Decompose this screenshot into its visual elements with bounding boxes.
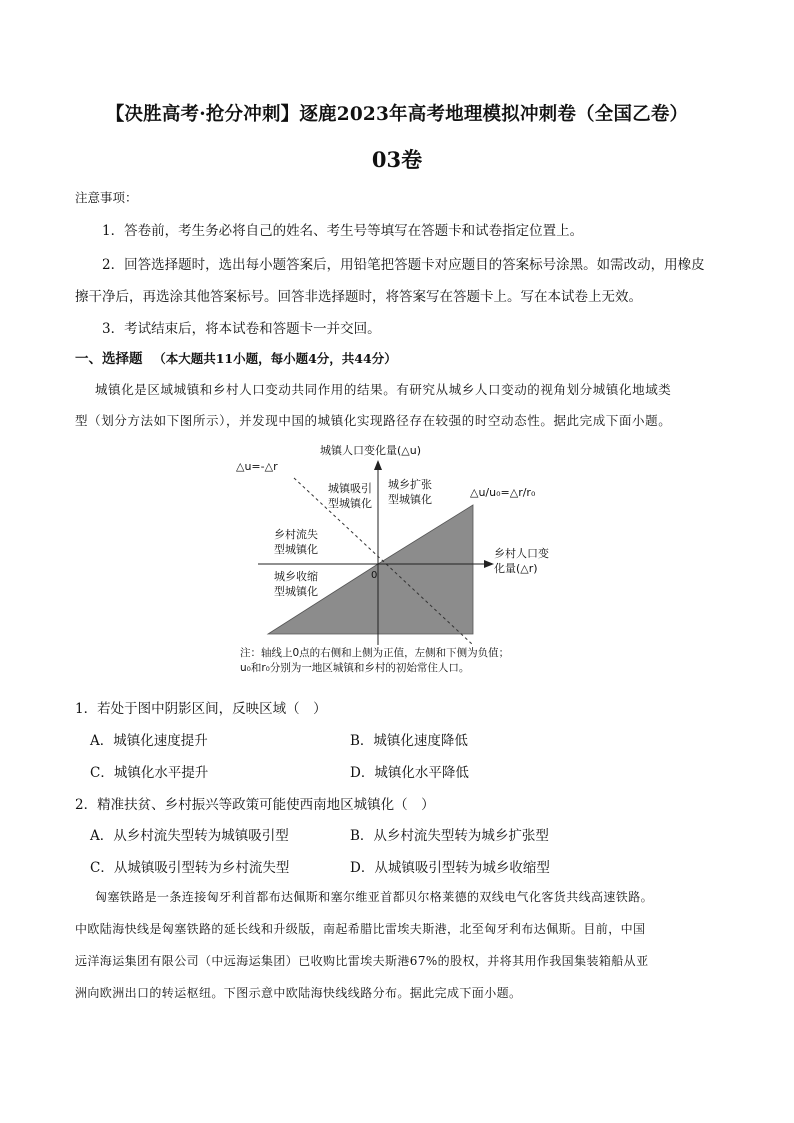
y-axis-arrow [374, 460, 382, 470]
q1-option-b: B．城镇化速度降低 [350, 733, 468, 749]
region-shrink-l2: 型城镇化 [274, 585, 318, 598]
x-axis-label-2: 化量(△r) [494, 562, 538, 575]
passage-2-line-3: 远洋海运集团有限公司（中远海运集团）已收购比雷埃夫斯港67%的股权，并将其用作我国集装箱船从亚 [75, 954, 649, 968]
region-shrink-l1: 城乡收缩 [274, 570, 318, 583]
x-axis-arrow [484, 560, 494, 568]
passage-1-line-1: 城镇化是区域城镇和乡村人口变动共同作用的结果。有研究从城乡人口变动的视角划分城镇化地域类 [95, 382, 672, 397]
paper-subtitle: 03卷 [371, 147, 423, 172]
y-axis-label: 城镇人口变化量(△u) [320, 444, 422, 457]
region-attract-l1: 城镇吸引 [328, 482, 372, 495]
section-title: 一、选择题 [75, 351, 143, 367]
q1-option-d: D．城镇化水平降低 [350, 765, 469, 781]
q2-option-c: C．从城镇吸引型转为乡村流失型 [90, 860, 290, 876]
q2-option-a: A．从乡村流失型转为城镇吸引型 [90, 828, 289, 844]
notice-item-1: 1．答卷前，考生务必将自己的姓名、考生号等填写在答题卡和试卷指定位置上。 [102, 223, 584, 239]
q2-stem: 2．精准扶贫、乡村振兴等政策可能使西南地区城镇化（ ） [75, 797, 435, 813]
passage-2-line-2: 中欧陆海快线是匈塞铁路的延长线和升级版，南起希腊比雷埃夫斯港，北至匈牙利布达佩斯。目前，中国 [75, 922, 646, 936]
section-heading [75, 347, 397, 367]
notice-item-2: 2．回答选择题时，选出每小题答案后，用铅笔把答题卡对应题目的答案标号涂黑。如需改动，用橡皮 [102, 257, 705, 273]
notice-heading: 注意事项： [75, 190, 138, 205]
line-pos-label: △u/u₀=△r/r₀ [470, 486, 536, 499]
urbanization-type-diagram [228, 440, 568, 680]
q2-option-d: D．从城镇吸引型转为城乡收缩型 [350, 860, 550, 876]
figure-note-2: u₀和r₀分别为一地区城镇和乡村的初始常住人口。 [240, 662, 470, 674]
paper-title: 【决胜高考·抢分冲刺】逐鹿2023年高考地理模拟冲刺卷（全国乙卷） [105, 104, 689, 125]
origin-label: 0 [371, 570, 378, 581]
passage-1-line-2: 型（划分方法如下图所示），并发现中国的城镇化实现路径存在较强的时空动态性。据此完成下面小题。 [75, 413, 672, 428]
figure-note-1: 注：轴线上0点的右侧和上侧为正值，左侧和下侧为负值； [240, 647, 510, 659]
q1-option-c: C．城镇化水平提升 [90, 765, 209, 781]
passage-2-line-1: 匈塞铁路是一条连接匈牙利首都布达佩斯和塞尔维亚首都贝尔格莱德的双线电气化客货共线高速铁路。 [95, 890, 654, 904]
x-axis-label-1: 乡村人口变 [494, 547, 549, 560]
q2-option-b: B．从乡村流失型转为城乡扩张型 [350, 828, 549, 844]
passage-2-line-4: 洲向欧洲出口的转运枢纽。下图示意中欧陆海快线线路分布。据此完成下面小题。 [75, 986, 522, 1000]
notice-item-2-cont: 擦干净后，再选涂其他答案标号。回答非选择题时，将答案写在答题卡上。写在本试卷上无效。 [75, 289, 642, 305]
region-loss-l1: 乡村流失 [274, 528, 318, 541]
region-loss-l2: 型城镇化 [274, 543, 318, 556]
region-expand-l2: 型城镇化 [388, 493, 432, 506]
region-expand-l1: 城乡扩张 [388, 478, 432, 491]
notice-item-3: 3．考试结束后，将本试卷和答题卡一并交回。 [102, 321, 381, 337]
q1-stem: 1．若处于图中阴影区间，反映区域（ ） [75, 701, 327, 717]
line-neg-label: △u=-△r [236, 460, 278, 473]
q1-option-a: A．城镇化速度提升 [90, 733, 208, 749]
region-attract-l2: 型城镇化 [328, 497, 372, 510]
section-detail: （本大题共11小题，每小题4分，共44分） [153, 351, 397, 366]
